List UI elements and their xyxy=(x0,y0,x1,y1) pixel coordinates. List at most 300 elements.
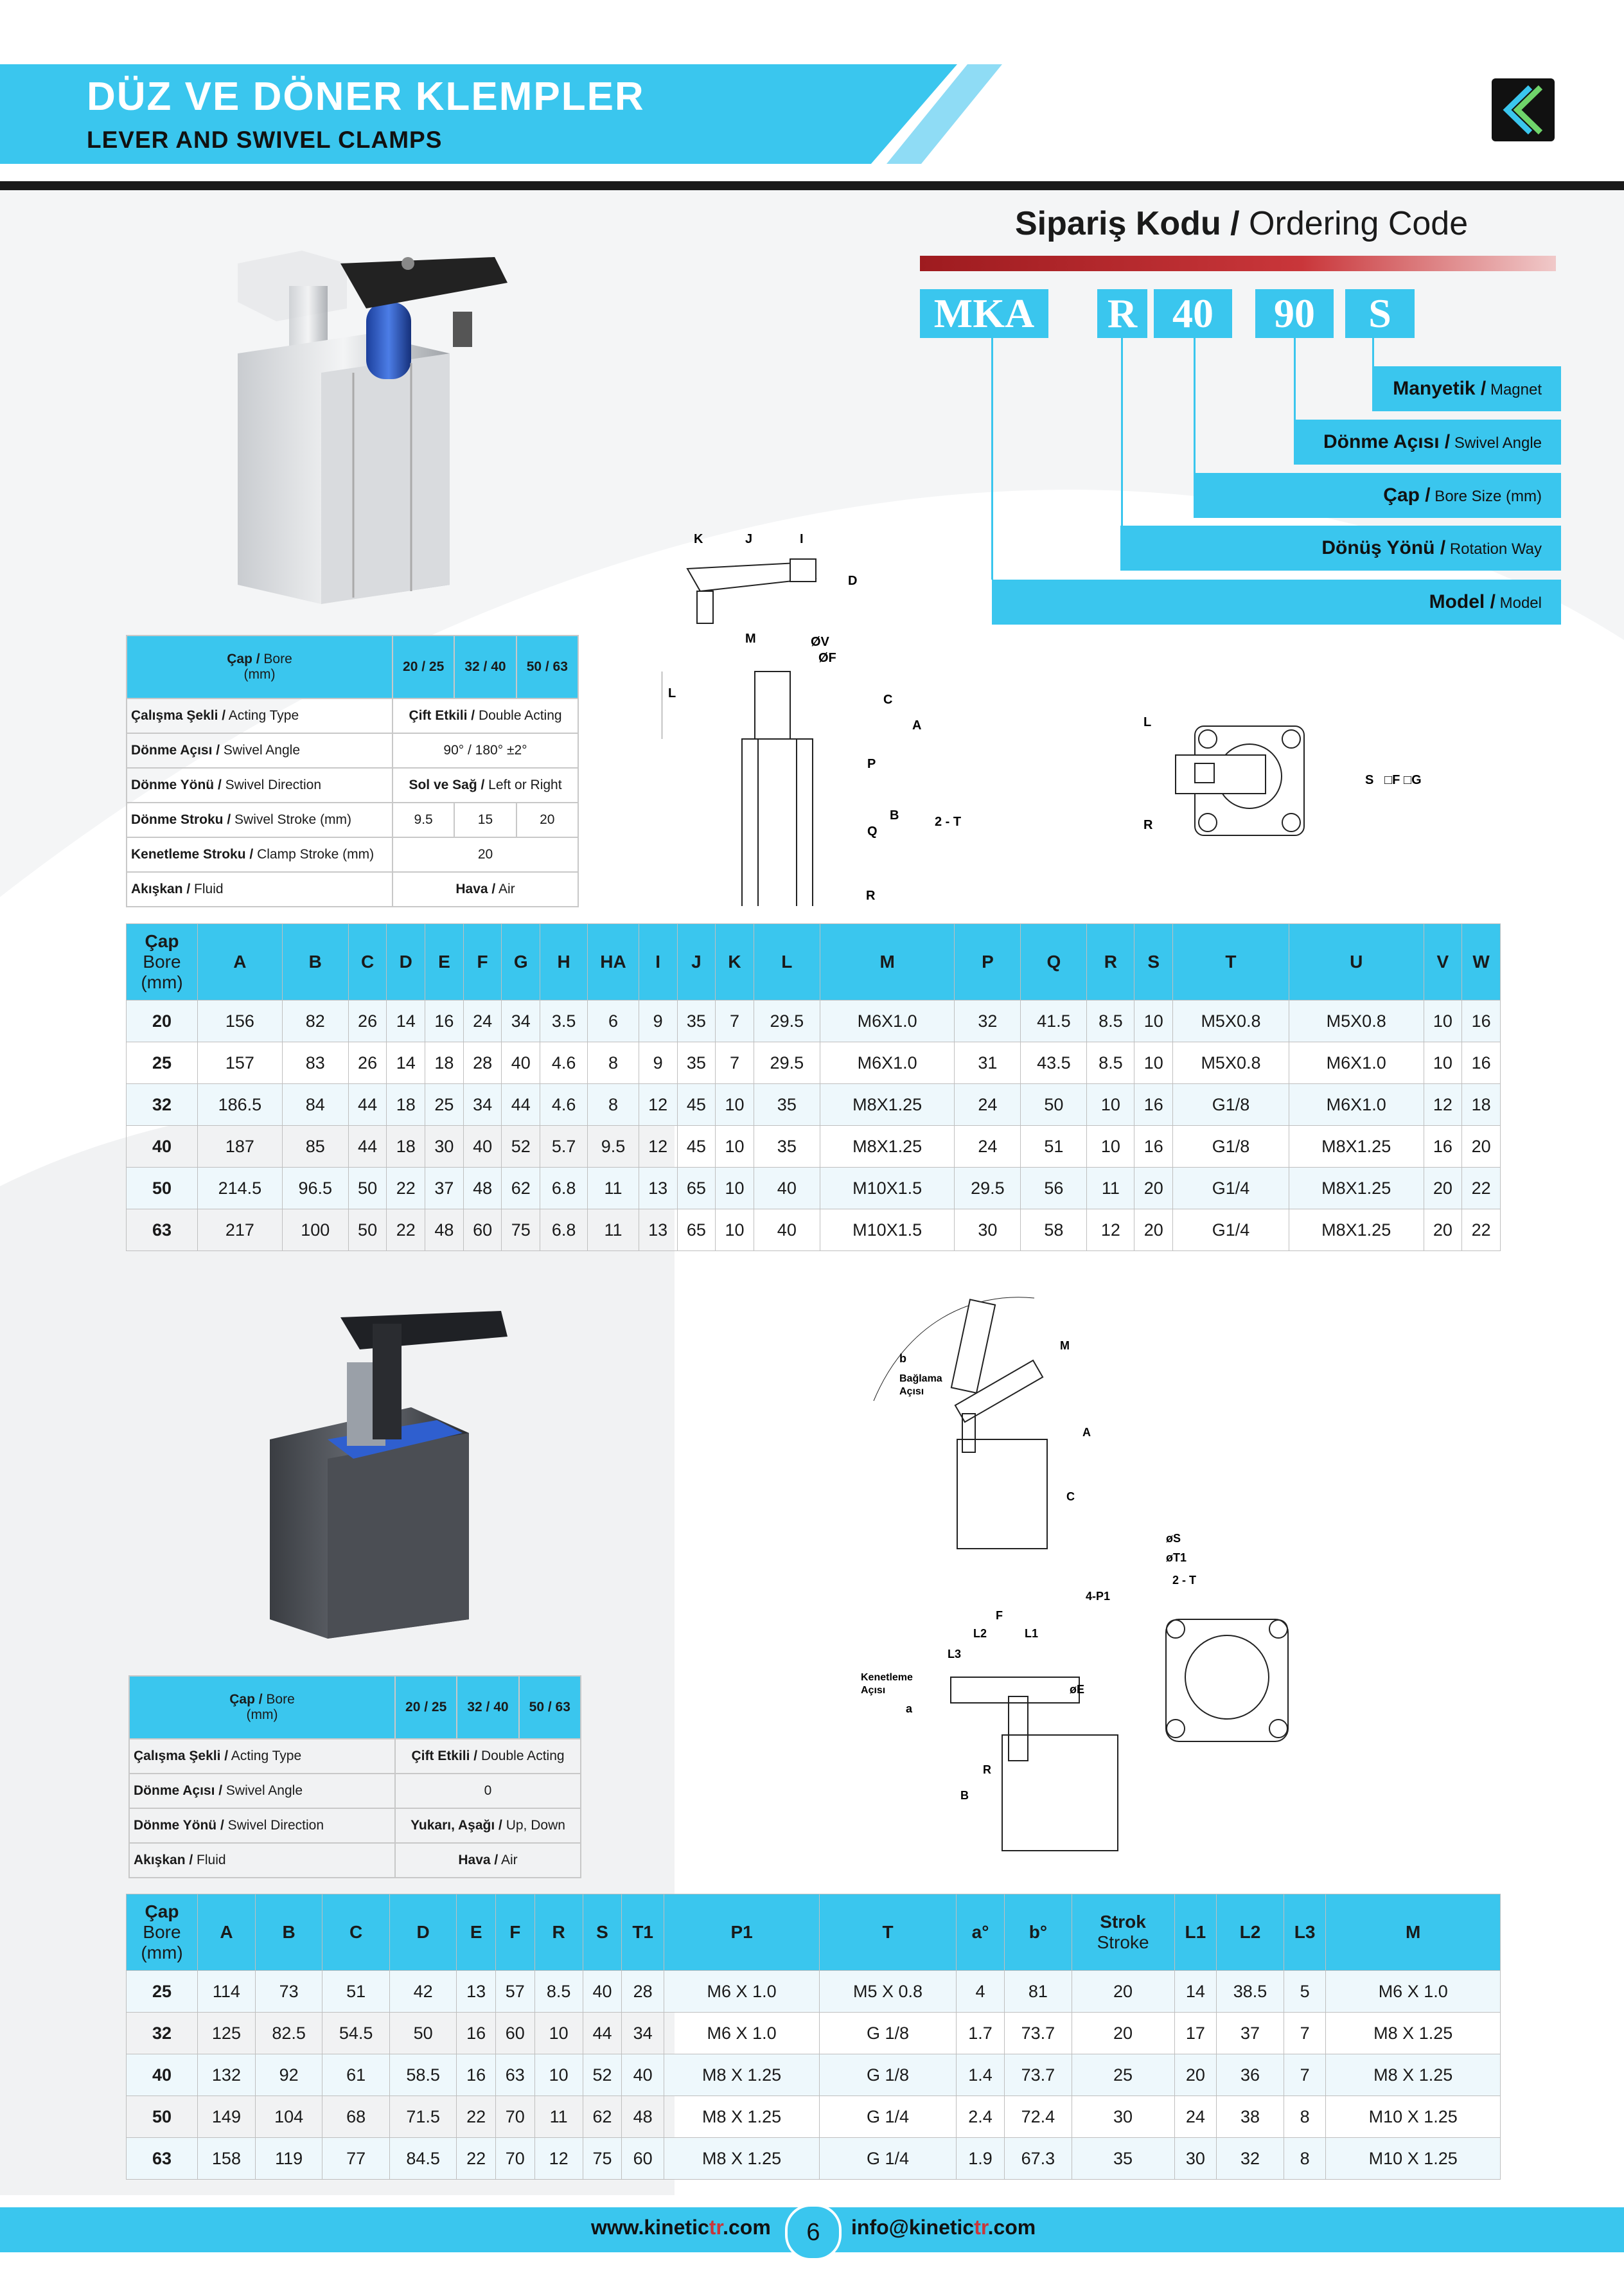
table-row xyxy=(127,1971,1501,2013)
table-row xyxy=(127,1168,1501,1209)
table-cell: 31 xyxy=(955,1042,1021,1084)
bore-cell: 25 xyxy=(127,1971,198,2013)
bore-cell: 40 xyxy=(127,1126,198,1168)
table-cell: 24 xyxy=(1174,2096,1217,2138)
table-cell: M8X1.25 xyxy=(1289,1209,1424,1251)
drawing2-label-l2: L2 xyxy=(973,1627,987,1640)
table-cell: 24 xyxy=(955,1126,1021,1168)
table-cell: 10 xyxy=(534,2054,583,2096)
table-cell: G 1/4 xyxy=(820,2096,957,2138)
table-cell: G1/8 xyxy=(1173,1126,1289,1168)
table-cell: 35 xyxy=(1072,2138,1174,2180)
column-header: V xyxy=(1424,924,1462,1001)
code-bore: 40 xyxy=(1154,289,1232,338)
drawing-label-l: L xyxy=(668,686,676,700)
bore-cell: 50 xyxy=(127,1168,198,1209)
column-header: I xyxy=(639,924,677,1001)
column-header: G xyxy=(502,924,540,1001)
table-cell: 11 xyxy=(1087,1168,1134,1209)
table-cell: 37 xyxy=(1217,2013,1284,2054)
table-row xyxy=(127,2054,1501,2096)
bore-cell: 20 xyxy=(127,1001,198,1042)
table-cell: 44 xyxy=(348,1126,387,1168)
bore-col: 50 / 63 xyxy=(519,1676,581,1739)
table-cell: 73.7 xyxy=(1005,2054,1072,2096)
table-cell: 38 xyxy=(1217,2096,1284,2138)
table-cell: 3.5 xyxy=(540,1001,588,1042)
column-header: P1 xyxy=(664,1894,820,1971)
table-cell: 8 xyxy=(1284,2096,1326,2138)
table-cell: M8 X 1.25 xyxy=(1326,2013,1501,2054)
column-header: F xyxy=(495,1894,534,1971)
table-cell: 56 xyxy=(1021,1168,1087,1209)
table-cell: 41.5 xyxy=(1021,1001,1087,1042)
code-angle: 90 xyxy=(1255,289,1334,338)
table-cell: 186.5 xyxy=(198,1084,283,1126)
table-cell: 20 xyxy=(1424,1209,1462,1251)
table-cell: 149 xyxy=(198,2096,256,2138)
table-cell: 92 xyxy=(255,2054,322,2096)
table-cell: 60 xyxy=(495,2013,534,2054)
bore-cell: 50 xyxy=(127,2096,198,2138)
table-cell: 16 xyxy=(1134,1084,1173,1126)
drawing-label-r: R xyxy=(866,889,876,903)
drawing-label-j: J xyxy=(745,532,753,546)
footer-email-link[interactable]: info@kinetictr.com xyxy=(851,2216,1036,2239)
table-cell: 70 xyxy=(495,2138,534,2180)
table-cell: 2.4 xyxy=(956,2096,1004,2138)
table-cell: M8 X 1.25 xyxy=(1326,2054,1501,2096)
spec-table-lever xyxy=(128,1675,581,1878)
column-header: U xyxy=(1289,924,1424,1001)
row-value: Hava / Air xyxy=(393,872,578,907)
table-cell: 5 xyxy=(1284,1971,1326,2013)
side-label-s: S xyxy=(1365,773,1374,787)
table-cell: M6 X 1.0 xyxy=(1326,1971,1501,2013)
page-subtitle: LEVER AND SWIVEL CLAMPS xyxy=(87,127,443,153)
row-label: Dönme Stroku / Swivel Stroke (mm) xyxy=(127,803,393,837)
column-header: HA xyxy=(588,924,639,1001)
table-cell: 22 xyxy=(1462,1168,1501,1209)
drawing2-label-m: M xyxy=(1060,1339,1070,1352)
table-cell: 10 xyxy=(534,2013,583,2054)
table-cell: 10 xyxy=(1087,1126,1134,1168)
table-cell: 114 xyxy=(198,1971,256,2013)
drawing2-label-f: F xyxy=(996,1609,1003,1622)
table-cell: 32 xyxy=(955,1001,1021,1042)
footer-website-link[interactable]: www.kinetictr.com xyxy=(591,2216,771,2239)
row-label: Kenetleme Stroku / Clamp Stroke (mm) xyxy=(127,837,393,872)
row-value: Hava / Air xyxy=(395,1843,581,1878)
table-cell: 156 xyxy=(198,1001,283,1042)
column-header: M xyxy=(1326,1894,1501,1971)
company-logo xyxy=(1492,78,1555,141)
row-label: Akışkan / Fluid xyxy=(127,872,393,907)
table-cell: 10 xyxy=(716,1126,754,1168)
logo-chevron-icon xyxy=(1492,78,1555,141)
table-cell: 26 xyxy=(348,1042,387,1084)
table-cell: 1.9 xyxy=(956,2138,1004,2180)
page-title: DÜZ VE DÖNER KLEMPLER xyxy=(87,75,645,119)
table-cell: 37 xyxy=(425,1168,464,1209)
column-header: T1 xyxy=(622,1894,664,1971)
table-cell: 7 xyxy=(716,1001,754,1042)
table-cell: 20 xyxy=(1424,1168,1462,1209)
drawing2-label-r: R xyxy=(983,1763,991,1776)
table-cell: 16 xyxy=(1462,1042,1501,1084)
bore-cell: 25 xyxy=(127,1042,198,1084)
table-cell: 17 xyxy=(1174,2013,1217,2054)
lever-clamp-drawing xyxy=(854,1285,1497,1864)
swivel-clamp-drawing xyxy=(662,527,996,906)
table-cell: 22 xyxy=(387,1168,425,1209)
table-cell: 14 xyxy=(387,1001,425,1042)
field-bore-size: Çap / Bore Size (mm) xyxy=(1194,473,1561,518)
table-cell: 6 xyxy=(588,1001,639,1042)
table-cell: 11 xyxy=(588,1209,639,1251)
table-cell: 96.5 xyxy=(282,1168,348,1209)
table-cell: 18 xyxy=(425,1042,464,1084)
table-cell: 34 xyxy=(463,1084,502,1126)
drawing2-label-a-small: a xyxy=(906,1702,913,1715)
table-cell: M6 X 1.0 xyxy=(664,1971,820,2013)
table-cell: 35 xyxy=(677,1001,716,1042)
table-cell: 7 xyxy=(716,1042,754,1084)
table-cell: 16 xyxy=(457,2013,496,2054)
drawing2-label-c: C xyxy=(1066,1490,1075,1503)
table-cell: M8X1.25 xyxy=(1289,1126,1424,1168)
table-cell: M10X1.5 xyxy=(820,1209,955,1251)
table-cell: 30 xyxy=(1072,2096,1174,2138)
table-cell: 54.5 xyxy=(322,2013,390,2054)
drawing-label-k: K xyxy=(694,532,703,546)
table-cell: 104 xyxy=(255,2096,322,2138)
swivel-clamp-top-view xyxy=(1131,707,1433,848)
table-cell: 73 xyxy=(255,1971,322,2013)
drawing-label-c: C xyxy=(883,693,893,707)
table-cell: G 1/8 xyxy=(820,2013,957,2054)
table-cell: M8 X 1.25 xyxy=(664,2096,820,2138)
bore-header: Çap / Bore (mm) xyxy=(127,636,393,698)
column-header: S xyxy=(583,1894,622,1971)
bore-cell: 32 xyxy=(127,2013,198,2054)
table-cell: 8.5 xyxy=(1087,1001,1134,1042)
column-header: B xyxy=(255,1894,322,1971)
row-value: Çift Etkili / Double Acting xyxy=(395,1739,581,1774)
row-value: 90° / 180° ±2° xyxy=(393,733,578,768)
table-cell: 61 xyxy=(322,2054,390,2096)
table-cell: 10 xyxy=(1424,1001,1462,1042)
table-cell: 75 xyxy=(583,2138,622,2180)
column-header: a° xyxy=(956,1894,1004,1971)
bore-col: 20 / 25 xyxy=(393,636,454,698)
drawing-label-m: M xyxy=(745,632,756,646)
table-cell: 58.5 xyxy=(389,2054,457,2096)
table-cell: 44 xyxy=(502,1084,540,1126)
table-cell: 12 xyxy=(639,1084,677,1126)
drawing2-label-l1: L1 xyxy=(1025,1627,1039,1640)
bore-col: 20 / 25 xyxy=(395,1676,457,1739)
table-cell: 22 xyxy=(387,1209,425,1251)
table-cell: 84.5 xyxy=(389,2138,457,2180)
table-cell: 10 xyxy=(1134,1042,1173,1084)
drawing-label-v: ØV xyxy=(811,635,829,649)
table-cell: 45 xyxy=(677,1084,716,1126)
table-cell: M6X1.0 xyxy=(1289,1042,1424,1084)
table-cell: 50 xyxy=(389,2013,457,2054)
table-cell: M6X1.0 xyxy=(820,1001,955,1042)
field-model: Model / Model xyxy=(992,580,1561,625)
dimension-table-lever xyxy=(126,1894,1501,2180)
column-header: A xyxy=(198,924,283,1001)
column-header: K xyxy=(716,924,754,1001)
table-row xyxy=(127,1209,1501,1251)
drawing-label-b: B xyxy=(890,808,899,823)
table-cell: 28 xyxy=(463,1042,502,1084)
table-cell: 30 xyxy=(955,1209,1021,1251)
row-value: 20 xyxy=(393,837,578,872)
drawing-label-f: ØF xyxy=(818,651,836,665)
connector-line xyxy=(1294,338,1296,420)
table-cell: 50 xyxy=(1021,1084,1087,1126)
table-cell: M6X1.0 xyxy=(1289,1084,1424,1126)
table-cell: 51 xyxy=(322,1971,390,2013)
side-label-g: □G xyxy=(1404,773,1422,787)
table-cell: M8 X 1.25 xyxy=(664,2054,820,2096)
table-cell: 16 xyxy=(457,2054,496,2096)
table-cell: M10 X 1.25 xyxy=(1326,2138,1501,2180)
table-cell: 217 xyxy=(198,1209,283,1251)
table-cell: 65 xyxy=(677,1209,716,1251)
row-label: Dönme Yönü / Swivel Direction xyxy=(127,768,393,803)
table-cell: 11 xyxy=(588,1168,639,1209)
table-cell: 44 xyxy=(583,2013,622,2054)
table-cell: 72.4 xyxy=(1005,2096,1072,2138)
drawing2-label-kenetleme: Kenetleme xyxy=(861,1672,913,1683)
table-cell: 187 xyxy=(198,1126,283,1168)
drawing-label-q: Q xyxy=(867,824,878,839)
column-header: D xyxy=(387,924,425,1001)
table-cell: 43.5 xyxy=(1021,1042,1087,1084)
column-header: R xyxy=(534,1894,583,1971)
table-cell: 30 xyxy=(1174,2138,1217,2180)
table-row xyxy=(127,2096,1501,2138)
drawing2-label-b: b xyxy=(899,1352,906,1365)
drawing-label-2t: 2 - T xyxy=(935,815,962,829)
table-cell: 60 xyxy=(463,1209,502,1251)
table-cell: 40 xyxy=(754,1209,820,1251)
column-header: M xyxy=(820,924,955,1001)
table-cell: 75 xyxy=(502,1209,540,1251)
table-cell: 38.5 xyxy=(1217,1971,1284,2013)
table-cell: 20 xyxy=(1174,2054,1217,2096)
table-cell: 22 xyxy=(1462,1209,1501,1251)
table-cell: 68 xyxy=(322,2096,390,2138)
table-cell: 82.5 xyxy=(255,2013,322,2054)
side-label-f: □F xyxy=(1384,773,1400,787)
table-cell: 9.5 xyxy=(588,1126,639,1168)
column-header: C xyxy=(322,1894,390,1971)
table-cell: 8 xyxy=(588,1084,639,1126)
field-swivel-angle: Dönme Açısı / Swivel Angle xyxy=(1294,420,1561,465)
column-header: H xyxy=(540,924,588,1001)
table-cell: 45 xyxy=(677,1126,716,1168)
table-cell: G1/8 xyxy=(1173,1084,1289,1126)
drawing2-label-acisi: Açısı xyxy=(899,1386,924,1397)
table-row xyxy=(127,1126,1501,1168)
table-cell: 12 xyxy=(1087,1209,1134,1251)
table-cell: 22 xyxy=(457,2138,496,2180)
row-value: Yukarı, Aşağı / Up, Down xyxy=(395,1808,581,1843)
column-header: P xyxy=(955,924,1021,1001)
table-cell: 1.4 xyxy=(956,2054,1004,2096)
table-row xyxy=(127,1084,1501,1126)
table-cell: 57 xyxy=(495,1971,534,2013)
table-cell: 14 xyxy=(1174,1971,1217,2013)
table-cell: M10 X 1.25 xyxy=(1326,2096,1501,2138)
table-cell: 7 xyxy=(1284,2013,1326,2054)
dimension-table-swivel xyxy=(126,923,1501,1251)
column-header: T xyxy=(1173,924,1289,1001)
row-value: 0 xyxy=(395,1774,581,1808)
table-cell: 40 xyxy=(622,2054,664,2096)
table-cell: 40 xyxy=(754,1168,820,1209)
table-cell: 24 xyxy=(463,1001,502,1042)
table-row xyxy=(127,2013,1501,2054)
code-magnet: S xyxy=(1345,289,1415,338)
bore-header: Çap / Bore (mm) xyxy=(129,1676,395,1739)
column-header: S xyxy=(1134,924,1173,1001)
connector-line xyxy=(1194,338,1196,473)
side-label-r: R xyxy=(1143,818,1153,832)
ordering-code-bar xyxy=(920,256,1556,271)
table-cell: M6X1.0 xyxy=(820,1042,955,1084)
row-value: 15 xyxy=(454,803,516,837)
table-cell: 20 xyxy=(1072,1971,1174,2013)
table-cell: 16 xyxy=(1134,1126,1173,1168)
table-cell: 65 xyxy=(677,1168,716,1209)
table-cell: 29.5 xyxy=(754,1001,820,1042)
column-header: C xyxy=(348,924,387,1001)
table-cell: 34 xyxy=(622,2013,664,2054)
table-cell: 13 xyxy=(639,1168,677,1209)
table-cell: 29.5 xyxy=(754,1042,820,1084)
bore-cell: 63 xyxy=(127,1209,198,1251)
drawing-label-i: I xyxy=(800,532,804,546)
table-cell: 29.5 xyxy=(955,1168,1021,1209)
table-cell: 34 xyxy=(502,1001,540,1042)
drawing2-label-e: øE xyxy=(1070,1683,1085,1696)
side-label-l: L xyxy=(1143,715,1152,729)
table-cell: M6 X 1.0 xyxy=(664,2013,820,2054)
column-header: Q xyxy=(1021,924,1087,1001)
table-cell: 125 xyxy=(198,2013,256,2054)
table-cell: 14 xyxy=(387,1042,425,1084)
bore-cell: 32 xyxy=(127,1084,198,1126)
table-cell: 58 xyxy=(1021,1209,1087,1251)
table-cell: 10 xyxy=(716,1209,754,1251)
table-cell: 20 xyxy=(1134,1209,1173,1251)
drawing-label-d: D xyxy=(848,574,858,588)
table-cell: 13 xyxy=(457,1971,496,2013)
table-cell: 32 xyxy=(1217,2138,1284,2180)
table-cell: 10 xyxy=(1424,1042,1462,1084)
table-cell: 8.5 xyxy=(1087,1042,1134,1084)
table-cell: 71.5 xyxy=(389,2096,457,2138)
table-cell: 6.8 xyxy=(540,1168,588,1209)
column-header: L2 xyxy=(1217,1894,1284,1971)
column-header: L1 xyxy=(1174,1894,1217,1971)
table-cell: 40 xyxy=(583,1971,622,2013)
table-cell: 16 xyxy=(1424,1126,1462,1168)
table-cell: 12 xyxy=(534,2138,583,2180)
table-cell: 40 xyxy=(463,1126,502,1168)
drawing2-label-a: A xyxy=(1082,1426,1091,1439)
column-header: Strok Stroke xyxy=(1072,1894,1174,1971)
column-header: R xyxy=(1087,924,1134,1001)
table-cell: 4.6 xyxy=(540,1042,588,1084)
column-header: E xyxy=(425,924,464,1001)
swivel-clamp-photo xyxy=(225,225,527,604)
table-row xyxy=(127,1001,1501,1042)
table-cell: 1.7 xyxy=(956,2013,1004,2054)
row-value: 9.5 xyxy=(393,803,454,837)
table-cell: 6.8 xyxy=(540,1209,588,1251)
column-header: J xyxy=(677,924,716,1001)
table-cell: G 1/4 xyxy=(820,2138,957,2180)
column-header: D xyxy=(389,1894,457,1971)
connector-line xyxy=(1372,338,1374,366)
table-cell: 18 xyxy=(387,1126,425,1168)
table-cell: 26 xyxy=(348,1001,387,1042)
table-cell: G 1/8 xyxy=(820,2054,957,2096)
table-cell: 73.7 xyxy=(1005,2013,1072,2054)
table-cell: 16 xyxy=(425,1001,464,1042)
table-cell: 10 xyxy=(716,1084,754,1126)
table-cell: 5.7 xyxy=(540,1126,588,1168)
bore-header: Çap Bore (mm) xyxy=(127,924,198,1001)
row-value: 20 xyxy=(516,803,578,837)
table-cell: 13 xyxy=(639,1209,677,1251)
table-cell: 8.5 xyxy=(534,1971,583,2013)
table-cell: 7 xyxy=(1284,2054,1326,2096)
table-cell: M8X1.25 xyxy=(820,1084,955,1126)
table-cell: 18 xyxy=(387,1084,425,1126)
table-cell: 100 xyxy=(282,1209,348,1251)
spec-table-swivel xyxy=(126,635,579,907)
table-cell: 36 xyxy=(1217,2054,1284,2096)
table-cell: 158 xyxy=(198,2138,256,2180)
table-cell: M5 X 0.8 xyxy=(820,1971,957,2013)
drawing2-label-t1: øT1 xyxy=(1166,1551,1187,1564)
table-cell: 42 xyxy=(389,1971,457,2013)
table-cell: 48 xyxy=(463,1168,502,1209)
ordering-code-title: Sipariş Kodu / Ordering Code xyxy=(1015,205,1469,242)
column-header: A xyxy=(198,1894,256,1971)
table-cell: 81 xyxy=(1005,1971,1072,2013)
table-cell: 10 xyxy=(716,1168,754,1209)
table-cell: 4 xyxy=(956,1971,1004,2013)
field-rotation-way: Dönüş Yönü / Rotation Way xyxy=(1120,526,1561,571)
table-cell: 214.5 xyxy=(198,1168,283,1209)
table-cell: M5X0.8 xyxy=(1173,1001,1289,1042)
table-cell: G1/4 xyxy=(1173,1168,1289,1209)
table-cell: G1/4 xyxy=(1173,1209,1289,1251)
table-row xyxy=(127,2138,1501,2180)
drawing-label-a: A xyxy=(912,718,922,733)
table-cell: 67.3 xyxy=(1005,2138,1072,2180)
table-cell: 83 xyxy=(282,1042,348,1084)
